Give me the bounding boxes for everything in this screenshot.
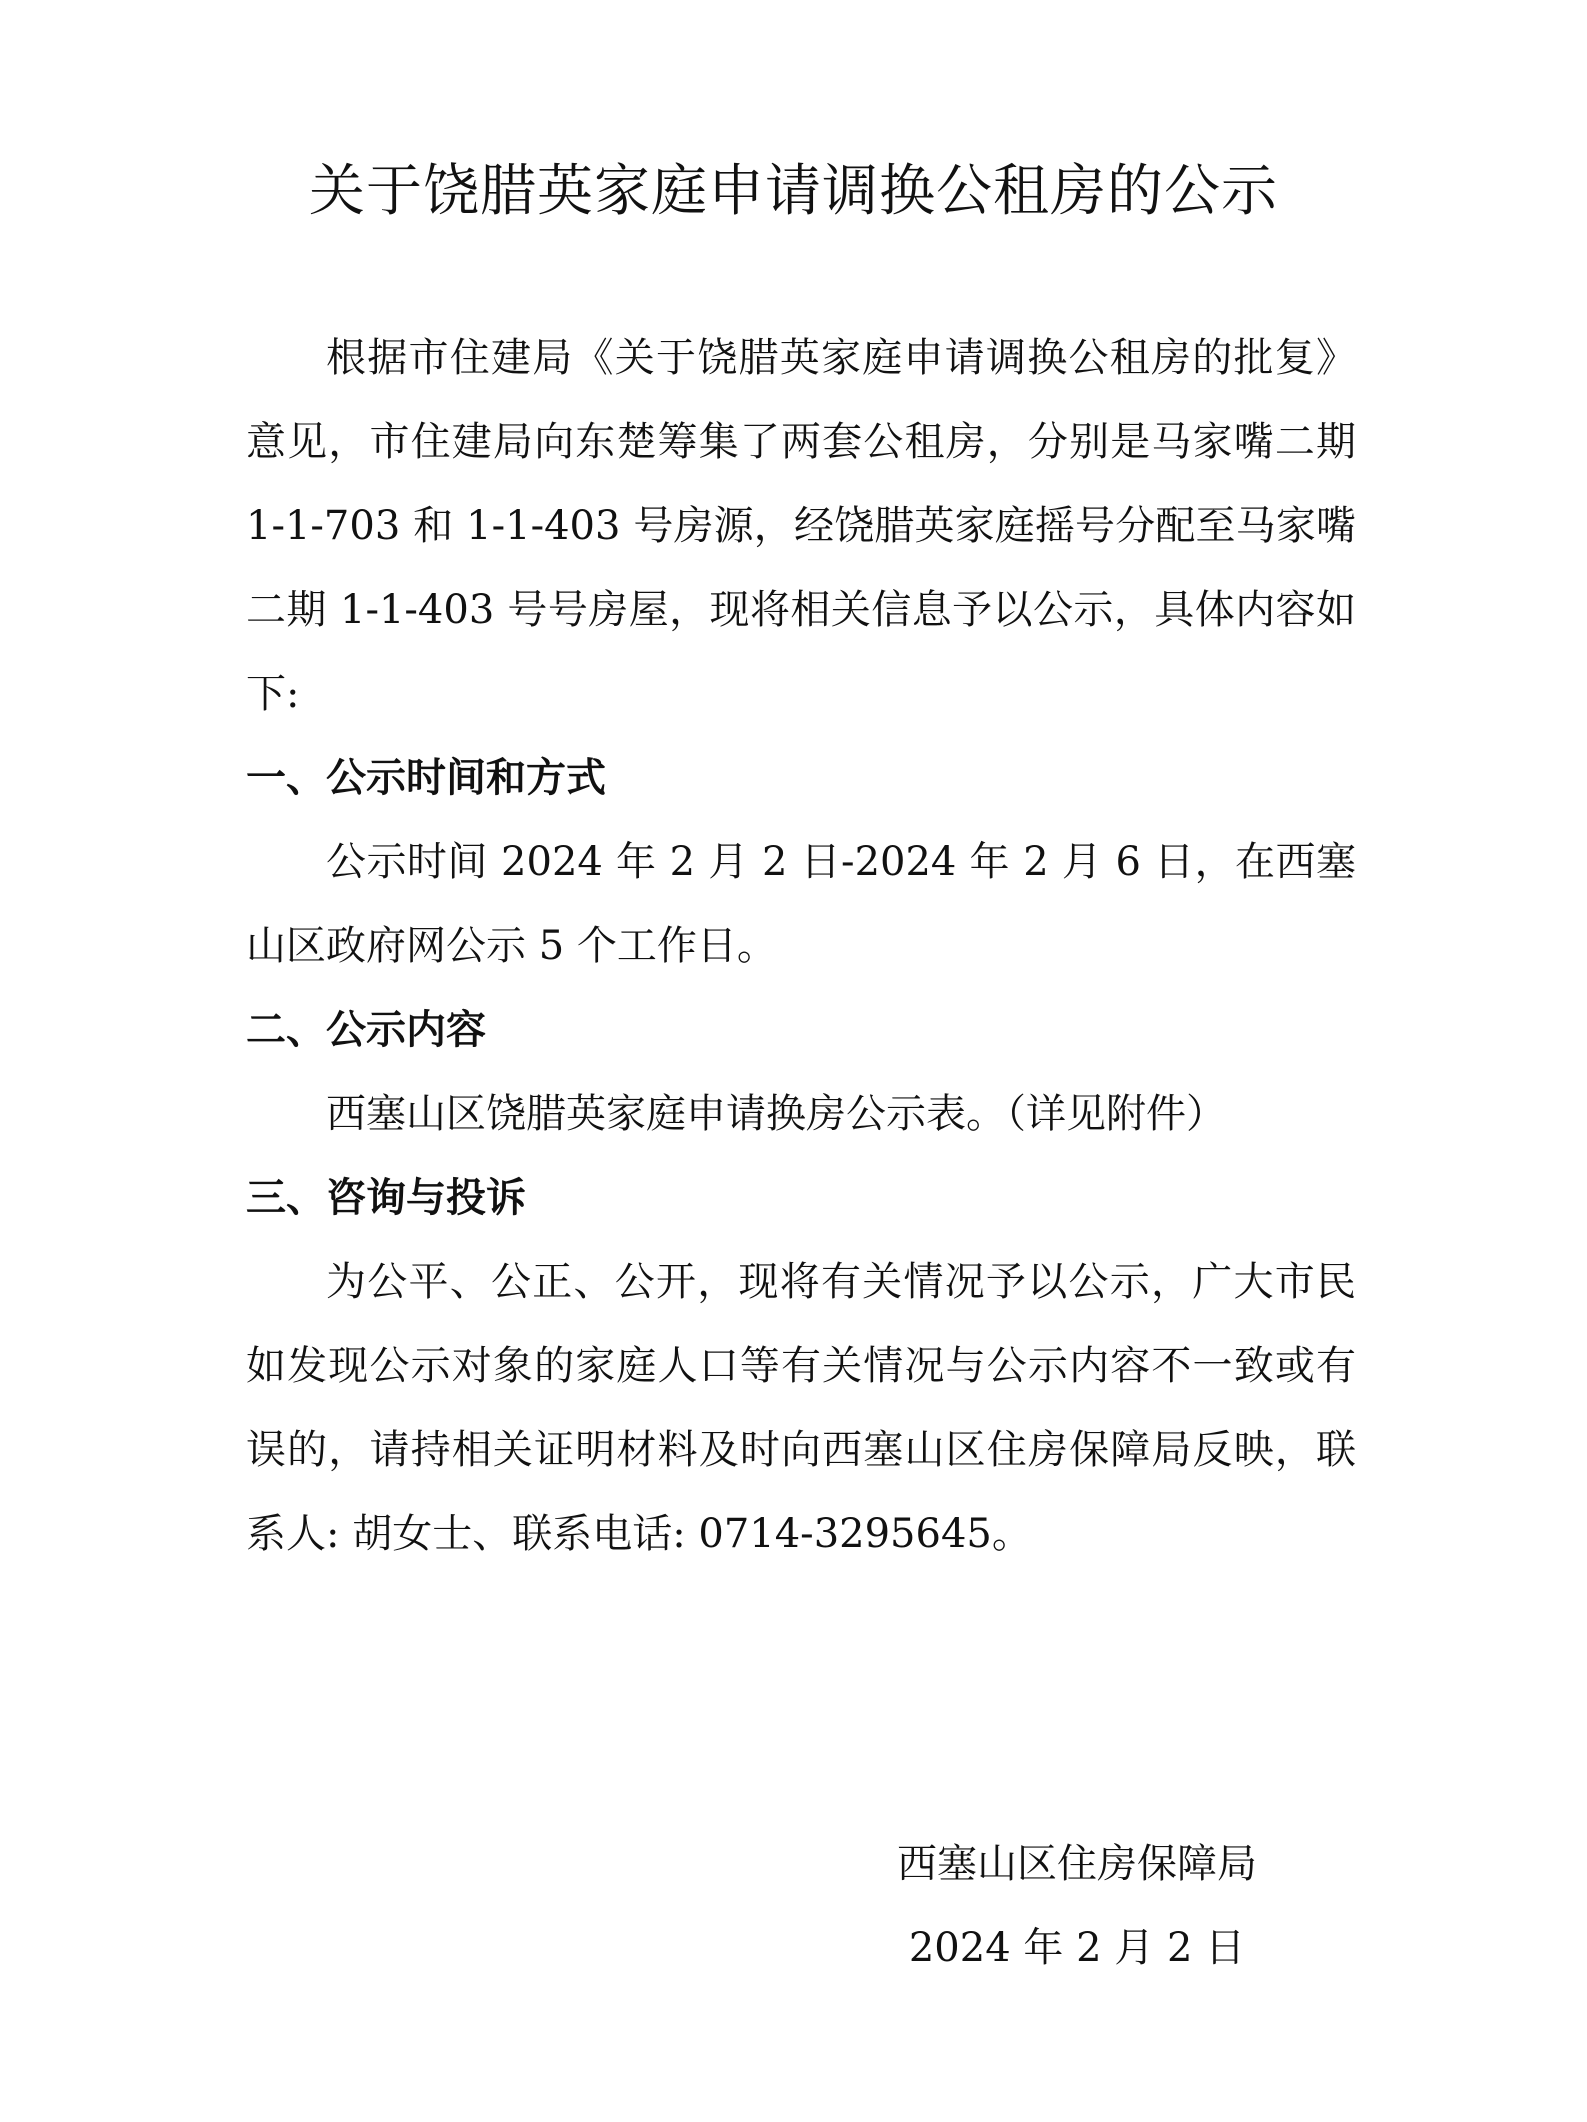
section-text: 西塞山区饶腊英家庭申请换房公示表。（详见附件）	[326, 1091, 1226, 1137]
section-publicity-content	[246, 988, 1356, 1156]
section-text: 为公平、公正、公开，现将有关情况予以公示，广大市民如发现公示对象的家庭人口等有关情况与公示内容不一致或有误的，请持相关证明材料及时向西塞山区住房保障局反映，联系人: 胡女士、联系电话: 0714-3295645。	[246, 1259, 1356, 1557]
section-heading: 一、公示时间和方式	[246, 755, 606, 801]
document-body	[246, 316, 1356, 1576]
section-heading: 二、公示内容	[246, 1007, 486, 1053]
intro-paragraph: 根据市住建局《关于饶腊英家庭申请调换公租房的批复》意见，市住建局向东楚筹集了两套公租房，分别是马家嘴二期 1-1-703 和 1-1-403 号房源，经饶腊英家庭摇号分配至马家嘴二期 1-1-403 号号房屋，现将相关信息予以公示，具体内容如下:	[246, 335, 1356, 717]
section-text: 公示时间 2024 年 2 月 2 日-2024 年 2 月 6 日，在西塞山区政府网公示 5 个工作日。	[246, 839, 1356, 969]
signature-organization: 西塞山区住房保障局	[897, 1841, 1257, 1887]
section-consultation-complaint	[246, 1156, 1356, 1576]
document-title: 关于饶腊英家庭申请调换公租房的公示	[309, 159, 1278, 224]
section-heading: 三、咨询与投诉	[246, 1175, 526, 1221]
signature-block	[897, 1822, 1257, 1990]
section-publicity-time	[246, 736, 1356, 988]
signature-date: 2024 年 2 月 2 日	[908, 1925, 1246, 1971]
